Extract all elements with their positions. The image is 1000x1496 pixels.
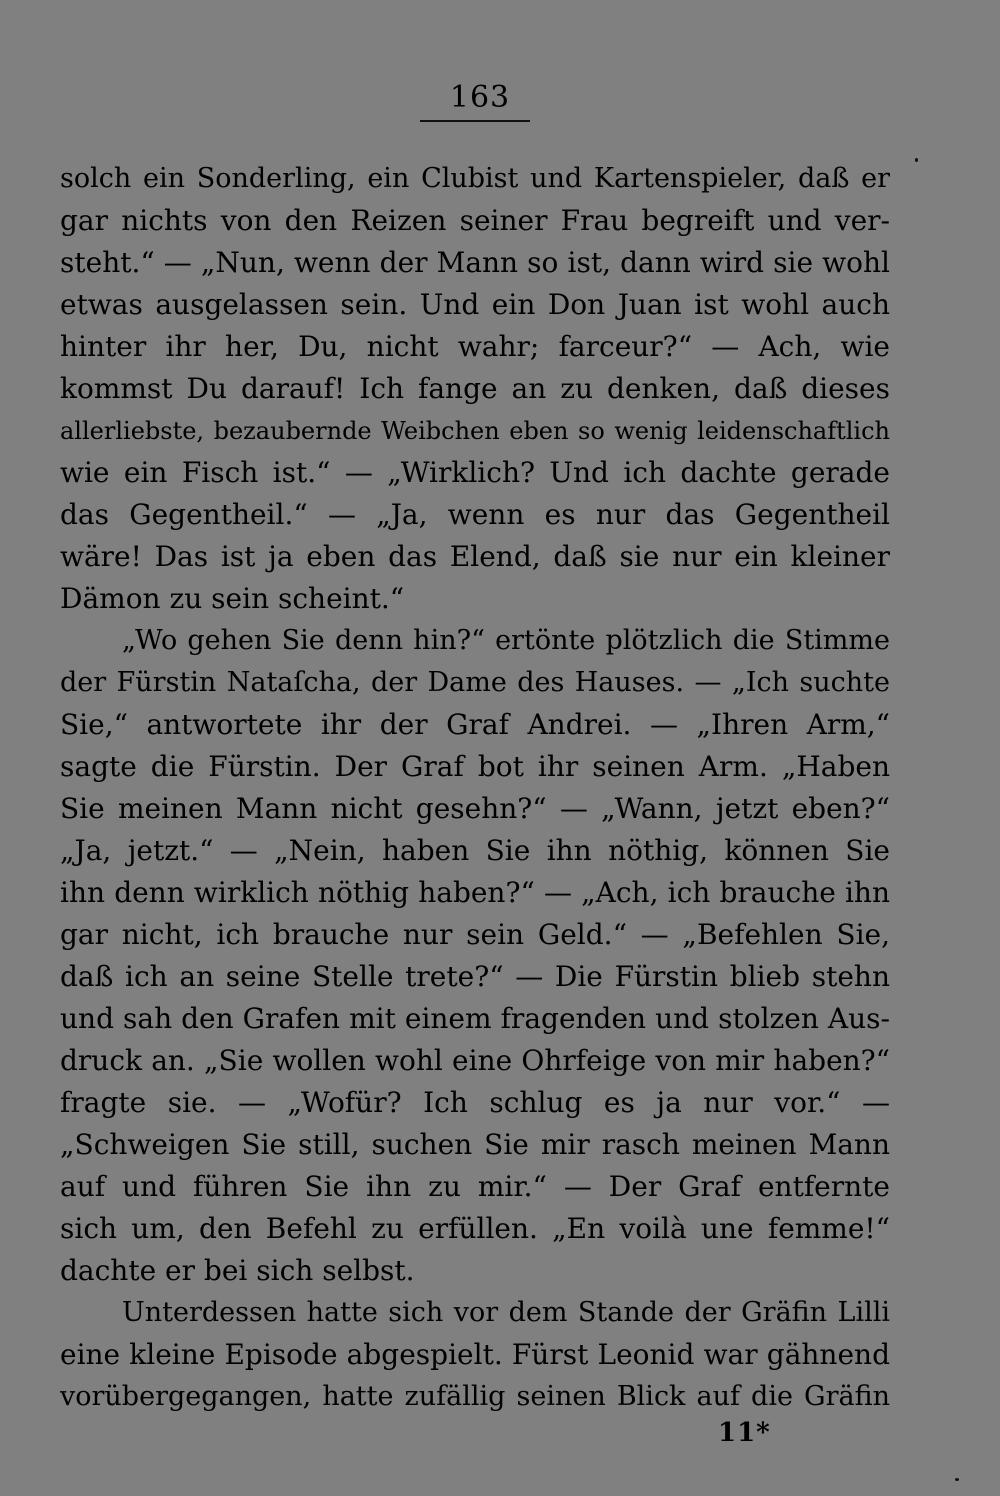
- text-line: Dämon zu sein scheint.“: [60, 582, 405, 615]
- paragraph-start-line: Unterdessen hatte sich vor dem Stande der Gräfin Lilli: [122, 1297, 890, 1328]
- text-line: solch ein Sonderling, ein Clubist und Kartenspieler, daß er: [60, 163, 890, 194]
- text-line: gar nicht, ich brauche nur sein Geld.“ — „Befehlen Sie,: [60, 918, 890, 951]
- text-line: der Fürstin Nataſcha, der Dame des Hauses. — „Ich suchte: [60, 667, 890, 698]
- page-number: 163: [449, 80, 511, 115]
- text-line: sich um, den Befehl zu erfüllen. „En voilà une femme!“: [60, 1212, 890, 1245]
- text-line: eine kleine Episode abgespielt. Fürst Leonid war gähnend: [60, 1338, 890, 1371]
- text-line: hinter ihr her, Du, nicht wahr; farceur?“ — Ach, wie: [60, 330, 890, 363]
- text-line: allerliebste, bezaubernde Weibchen eben so wenig leidenschaftlich: [60, 417, 890, 445]
- ink-speck: [915, 158, 918, 162]
- text-line: dachte er bei sich selbst.: [60, 1254, 415, 1287]
- text-line: sagte die Fürstin. Der Graf bot ihr seinen Arm. „Haben: [60, 750, 890, 783]
- text-line: druck an. „Sie wollen wohl eine Ohrfeige von mir haben?“: [60, 1044, 890, 1077]
- text-line: daß ich an seine Stelle trete?“ — Die Fürstin blieb stehn: [60, 960, 890, 993]
- text-line: „Schweigen Sie still, suchen Sie mir rasch meinen Mann: [60, 1128, 890, 1161]
- header-rule: [420, 120, 530, 122]
- paragraph-start-line: „Wo gehen Sie denn hin?“ ertönte plötzlich die Stimme: [122, 625, 890, 656]
- text-line: auf und führen Sie ihn zu mir.“ — Der Graf entfernte: [60, 1170, 890, 1203]
- text-line: wie ein Fisch ist.“ — „Wirklich? Und ich dachte gerade: [60, 456, 890, 489]
- ink-speck: [955, 1478, 959, 1481]
- signature-mark: 11*: [718, 1418, 771, 1448]
- text-line: steht.“ — „Nun, wenn der Mann so ist, dann wird sie wohl: [60, 246, 890, 279]
- text-line: fragte sie. — „Wofür? Ich schlug es ja nur vor.“ —: [60, 1086, 890, 1119]
- text-line: Sie meinen Mann nicht gesehn?“ — „Wann, jetzt eben?“: [60, 792, 890, 825]
- text-line: kommst Du darauf! Ich fange an zu denken, daß dieses: [60, 372, 890, 405]
- text-line: vorübergegangen, hatte zufällig seinen Blick auf die Gräfin: [60, 1381, 890, 1412]
- text-line: Sie,“ antwortete ihr der Graf Andrei. — „Ihren Arm,“: [60, 708, 890, 741]
- text-line: „Ja, jetzt.“ — „Nein, haben Sie ihn nöthig, können Sie: [60, 834, 890, 867]
- text-line: das Gegentheil.“ — „Ja, wenn es nur das Gegentheil: [60, 498, 890, 531]
- text-line: gar nichts von den Reizen seiner Frau begreift und ver-: [60, 204, 890, 237]
- text-line: etwas ausgelassen sein. Und ein Don Juan ist wohl auch: [60, 288, 890, 321]
- body-text: [60, 158, 890, 1418]
- text-line: ihn denn wirklich nöthig haben?“ — „Ach, ich brauche ihn: [60, 876, 890, 909]
- text-line: und sah den Grafen mit einem fragenden und stolzen Aus-: [60, 1002, 890, 1035]
- text-line: wäre! Das ist ja eben das Elend, daß sie nur ein kleiner: [60, 540, 890, 573]
